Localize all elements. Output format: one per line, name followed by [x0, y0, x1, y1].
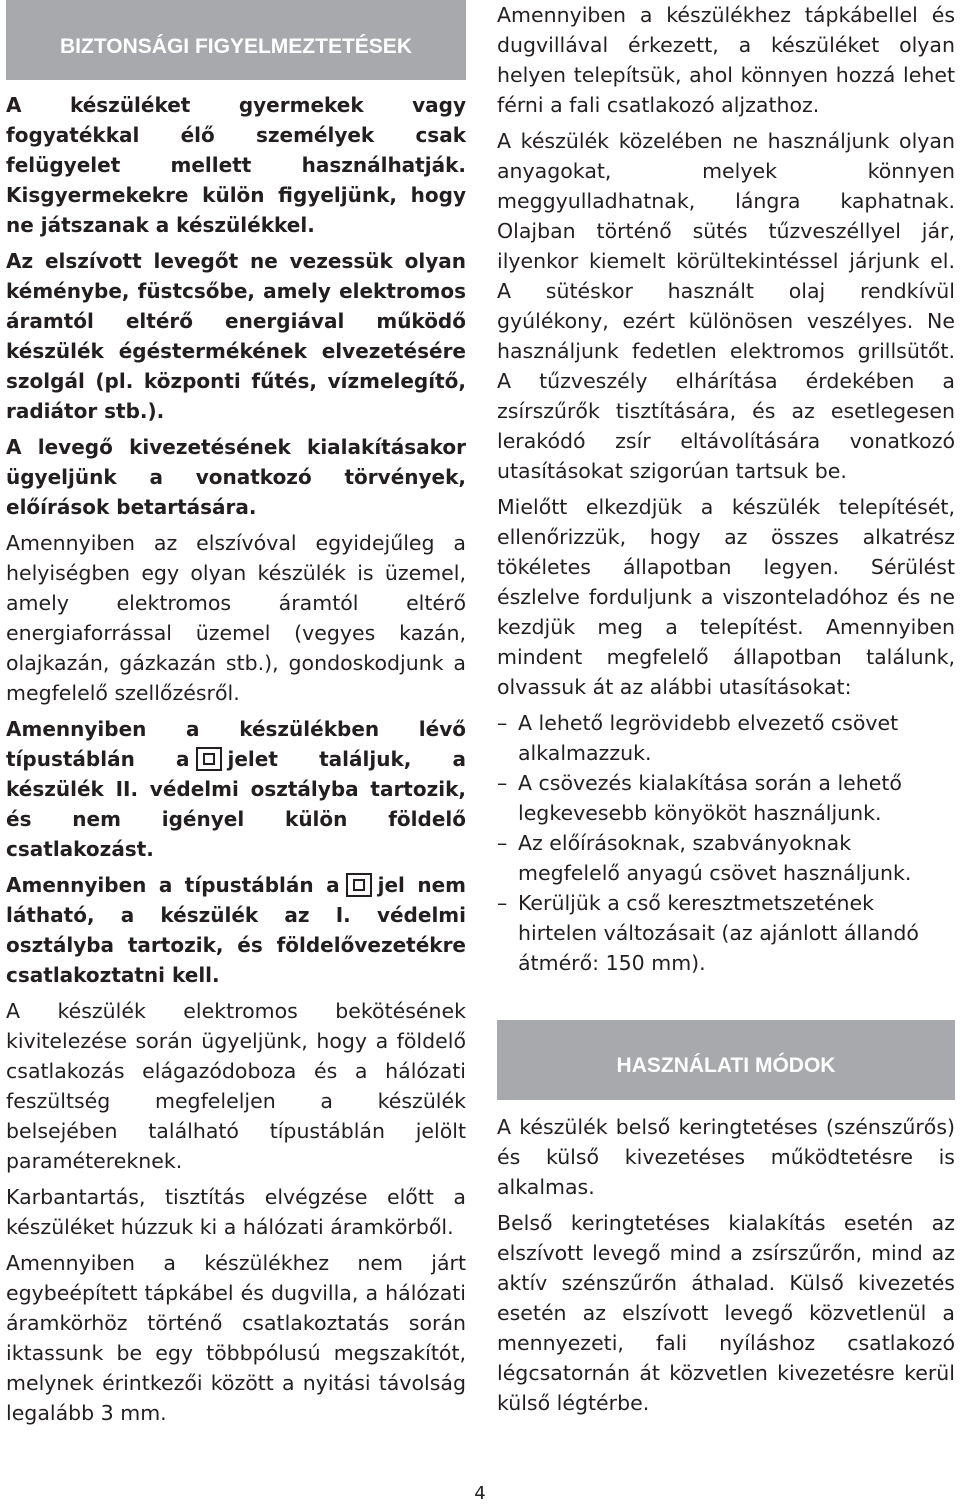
- list-item: [497, 708, 955, 768]
- double-square-icon: [196, 747, 222, 771]
- list-item-text: A lehető legrövidebb elvezető csövet alkalmazzuk.: [518, 711, 899, 765]
- usage-modes-header: HASZNÁLATI MÓDOK: [497, 1020, 955, 1100]
- list-dash: –: [497, 771, 508, 795]
- installation-instructions-list: [497, 708, 955, 978]
- usage-modes-paragraph: A készülék belső keringtetéses (szénszűrős) és külső kivezetéses működtetésre is alkalmas.: [497, 1115, 955, 1199]
- safety-warnings-header: BIZTONSÁGI FIGYELMEZTETÉSEK: [6, 0, 466, 80]
- regulations-paragraph: A levegő kivezetésének kialakításakor ügyeljünk a vonatkozó törvények, előírások betartására.: [6, 435, 466, 519]
- page-number: 4: [474, 1483, 486, 1504]
- list-dash: –: [497, 891, 508, 915]
- multipole-switch-paragraph: Amennyiben a készülékhez nem járt egybeépített tápkábel és dugvilla, a hálózati áramkörhöz történő csatlakoztatás során iktassunk be egy többpólusú megszakítót, melynek érintkezői között a nyitási távolság legalább 3 mm.: [6, 1251, 466, 1425]
- right-column: [497, 0, 955, 1424]
- exhaust-chimney-paragraph: Az elszívott levegőt ne vezessük olyan kéménybe, füstcsőbe, amely elektromos áramtól eltérő energiával működő készülék égéstermékének elvezetésére szolgál (pl. központi fűtés, vízmelegítő, radiátor stb.).: [6, 249, 466, 423]
- class-ii-text-after: jelet találjuk, a készülék II. védelmi osztályba tartozik, és nem igényel külön földelő csatlakozást.: [6, 747, 467, 861]
- ventilation-paragraph: Amennyiben az elszívóval egyidejűleg a helyiségben egy olyan készülék is üzemel, amely elektromos áramtól eltérő energiaforrással üzemel (vegyes kazán, olajkazán, gázkazán stb.), gondoskodjunk a megfelelő szellőzésről.: [6, 531, 466, 705]
- children-supervision-paragraph: A készüléket gyermekek vagy fogyatékkal élő személyek csak felügyelet mellett használhatják. Kisgyermekekre külön figyeljünk, hogy ne játszanak a készülékkel.: [6, 93, 466, 237]
- class-i-text-before: Amennyiben a típustáblán a: [6, 873, 340, 897]
- list-item: [497, 888, 955, 978]
- list-item: [497, 828, 955, 888]
- class-ii-text-before: Amennyiben a készülékben lévő típustáblán a: [6, 717, 466, 771]
- list-item-text: Kerüljük a cső keresztmetszetének hirtelen változásait (az ajánlott állandó átmérő: 150 mm).: [518, 891, 919, 975]
- left-column: [6, 0, 466, 1434]
- electrical-connection-paragraph: A készülék elektromos bekötésének kivitelezése során ügyeljünk, hogy a földelő csatlakozás elágazódoboza és a hálózati feszültség megfeleljen a készülék belsejében található típustáblán jelölt paramétereknek.: [6, 999, 466, 1173]
- list-item: [497, 768, 955, 828]
- list-item-text: Az előírásoknak, szabványoknak megfelelő anyagú csövet használjunk.: [518, 831, 912, 885]
- double-square-icon: [346, 873, 372, 897]
- class-i-text-after: jel nem látható, a készülék az I. védelmi osztályba tartozik, és földelővezetékre csatlakoztatni kell.: [6, 873, 466, 987]
- circulation-paragraph: Belső keringtetéses kialakítás esetén az elszívott levegő mind a zsírszűrőn, mind az aktív szénszűrőn áthalad. Külső kivezetés esetén az elszívott levegő közvetlenül a mennyezeti, fali nyíláshoz csatlakozó légcsatornán át közvetlen kivezetésre kerül külső légtérbe.: [497, 1211, 955, 1415]
- power-cable-paragraph: Amennyiben a készülékhez tápkábellel és dugvillával érkezett, a készüléket olyan helyen telepítsük, ahol könnyen hozzá lehet férni a fali csatlakozó aljzathoz.: [497, 3, 955, 117]
- class-i-paragraph: [6, 870, 466, 990]
- list-dash: –: [497, 831, 508, 855]
- list-dash: –: [497, 711, 508, 735]
- installation-check-paragraph: Mielőtt elkezdjük a készülék telepítését, ellenőrizzük, hogy az összes alkatrész tökéletes állapotban legyen. Sérülést észlelve forduljunk a viszonteladóhoz és ne kezdjük meg a telepítést. Amennyiben mindent megfelelő állapotban találunk, olvassuk át az alábbi utasításokat:: [497, 495, 955, 699]
- fire-hazard-paragraph: A készülék közelében ne használjunk olyan anyagokat, melyek könnyen meggyulladhatnak, lángra kaphatnak. Olajban történő sütés tűzveszéllyel jár, ilyenkor kiemelt körültekintéssel járjunk el. A sütéskor használt olaj rendkívül gyúlékony, ezért különösen veszélyes. Ne használjunk fedetlen elektromos grillsütőt. A tűzveszély elhárítása érdekében a zsírszűrők tisztítására, és az esetlegesen lerakódó zsír eltávolítására vonatkozó utasításokat szigorúan tartsuk be.: [497, 129, 955, 483]
- list-item-text: A csövezés kialakítása során a lehető legkevesebb könyököt használjunk.: [518, 771, 902, 825]
- class-ii-paragraph: [6, 714, 466, 864]
- maintenance-paragraph: Karbantartás, tisztítás elvégzése előtt a készüléket húzzuk ki a hálózati áramkörből.: [6, 1185, 466, 1239]
